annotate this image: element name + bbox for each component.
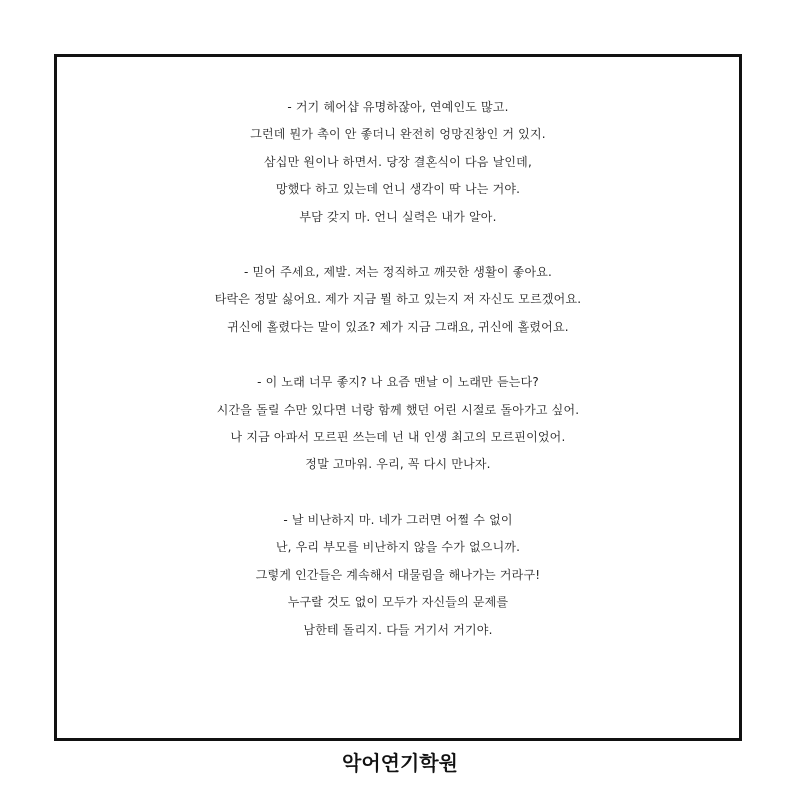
verse-line: - 날 비난하지 마. 네가 그러면 어쩔 수 없이 (283, 512, 513, 527)
quote-frame (54, 54, 742, 741)
verse-line: 그런데 뭔가 촉이 안 좋더니 완전히 엉망진창인 거 있지. (250, 127, 546, 142)
verse-line: 시간을 돌릴 수만 있다면 너랑 함께 했던 어린 시절로 돌아가고 싶어. (216, 402, 580, 417)
verse-line: 정말 고마워. 우리, 꼭 다시 만나자. (305, 457, 491, 472)
verse-line: 망했다 하고 있는데 언니 생각이 딱 나는 거야. (275, 182, 521, 197)
verse-line: 삼십만 원이나 하면서. 당장 결혼식이 다음 날인데, (264, 154, 532, 169)
monologue-verse-3 (57, 369, 739, 479)
verse-line: 남한테 돌리지. 다들 거기서 거기야. (303, 622, 493, 637)
verse-line: 부담 갖지 마. 언니 실력은 내가 알아. (299, 209, 497, 224)
monologue-verse-4 (57, 507, 739, 644)
academy-caption: 악어연기학원 (342, 751, 458, 775)
monologue-verse-1 (57, 94, 739, 231)
verse-line: - 이 노래 너무 좋지? 나 요즘 맨날 이 노래만 듣는다? (257, 375, 539, 390)
verse-line: 나 지금 아파서 모르핀 쓰는데 넌 내 인생 최고의 모르핀이었어. (230, 430, 566, 445)
verse-line: 누구랄 것도 없이 모두가 자신들의 문제를 (287, 595, 509, 610)
verse-line: - 거기 헤어샵 유명하잖아, 연예인도 많고. (287, 100, 509, 114)
verse-line: 타락은 정말 싫어요. 제가 지금 뭘 하고 있는지 저 자신도 모르겠어요. (214, 292, 582, 307)
verse-line: 그렇게 인간들은 계속해서 대물림을 해나가는 거라구! (255, 567, 541, 582)
verse-line: - 믿어 주세요, 제발. 저는 정직하고 깨끗한 생활이 좋아요. (243, 265, 553, 280)
verse-line: 귀신에 홀렸다는 말이 있죠? 제가 지금 그래요, 귀신에 홀렸어요. (227, 319, 569, 334)
monologue-verse-2 (57, 259, 739, 341)
monologue-list (57, 94, 739, 672)
verse-line: 난, 우리 부모를 비난하지 않을 수가 없으니까. (275, 540, 521, 555)
